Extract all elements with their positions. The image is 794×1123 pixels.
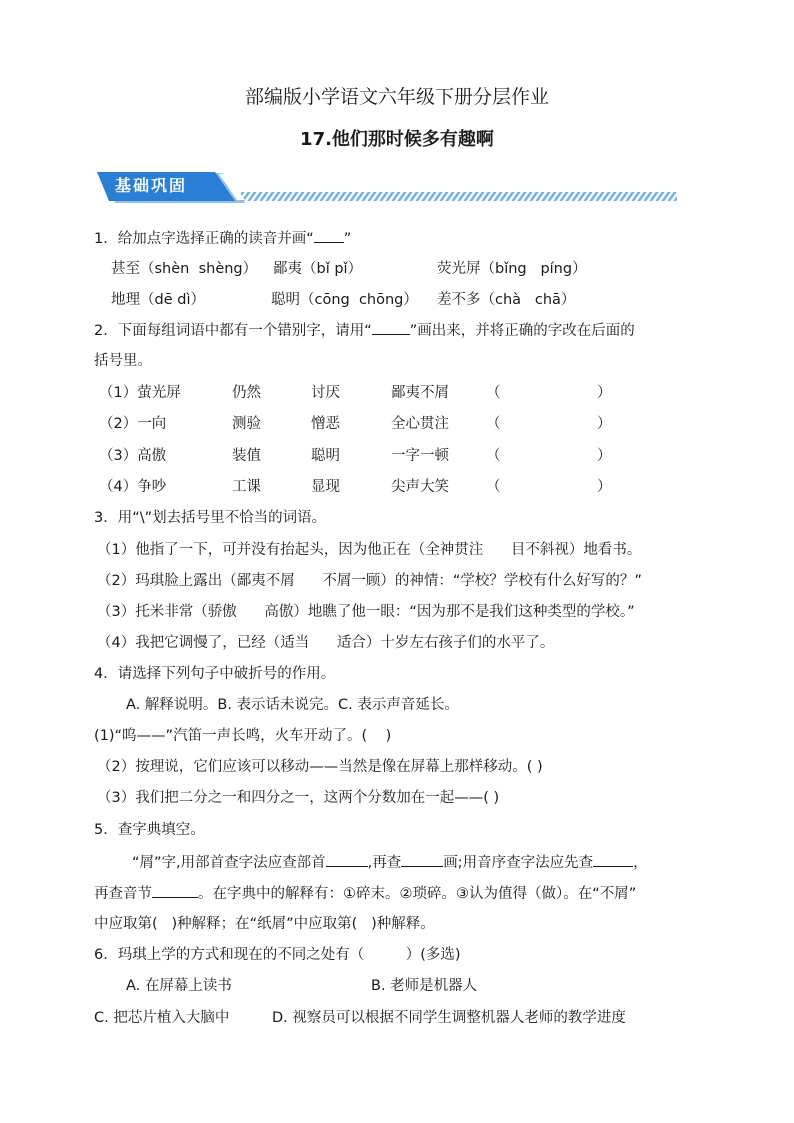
q6-option-b: B. 老师是机器人 <box>371 978 478 994</box>
q5-l1-text-c: 画;用音序查字法应先查 <box>443 855 594 871</box>
q2-stem-text: 2．下面每组词语中都有一个错别字，请用“ <box>94 323 372 339</box>
q5-stem: 5．查字典填空。 <box>94 822 205 838</box>
q4-item-3: （3）我们把二分之一和四分之一，这两个分数加在一起——( ) <box>97 790 500 806</box>
q4-item-1: (1)“呜——”汽笛一声长鸣，火车开动了。( ) <box>94 728 392 744</box>
q4-stem: 4．请选择下列句子中破折号的作用。 <box>94 666 336 682</box>
q2-row4-c2: 工课 <box>232 479 261 495</box>
q5-l1-text-b: ,再查 <box>367 855 402 871</box>
q6-option-d: D. 视察员可以根据不同学生调整机器人老师的教学进度 <box>272 1010 626 1026</box>
q5-blank-radical[interactable] <box>326 852 368 867</box>
q2-stem-line2: 括号里。 <box>94 353 152 369</box>
q1-row1-b: 鄙夷（bǐ pǐ） <box>273 261 363 277</box>
q2-row4-paren-open: （ <box>486 479 501 495</box>
q1-stem <box>94 228 351 249</box>
q2-row1-c3: 讨厌 <box>311 385 340 401</box>
q5-line2 <box>94 883 636 904</box>
q2-row3-c4: 一字一顿 <box>391 448 449 464</box>
q5-blank-letter[interactable] <box>593 852 633 867</box>
q2-row2-c4: 全心贯注 <box>391 416 449 432</box>
page-title: 部编版小学语文六年级下册分层作业 <box>244 86 549 108</box>
q2-row2-c1: （2）一向 <box>99 416 167 432</box>
q2-row1-paren-close: ） <box>597 385 612 401</box>
q5-l1-text-a: “屑”字,用部首查字法应查部首 <box>132 855 326 871</box>
q4-item-2: （2）按理说，它们应该可以移动——当然是像在屏幕上那样移动。( ) <box>97 759 543 775</box>
q2-row1-c2: 仍然 <box>232 385 261 401</box>
banner-hatch <box>227 192 677 201</box>
q2-row1-c1: （1）萤光屏 <box>99 385 181 401</box>
q2-row3-c3: 聪明 <box>311 448 340 464</box>
q2-row3-c1: （3）高傲 <box>99 448 167 464</box>
q1-row2-a: 地理（dē dì） <box>111 292 205 308</box>
q5-line1 <box>132 852 648 873</box>
q2-row2-paren-close: ） <box>597 416 612 432</box>
q2-row2-c3: 憎恶 <box>311 416 340 432</box>
q1-stem-close: ” <box>343 231 352 247</box>
q3-item-2: （2）玛琪脸上露出（鄙夷不屑 不屑一顾）的神情：“学校？学校有什么好写的？” <box>97 573 642 589</box>
section-label: 基础巩固 <box>115 176 188 195</box>
section-banner <box>95 170 680 206</box>
lesson-title: 17.他们那时候多有趣啊 <box>300 129 494 150</box>
q3-stem: 3．用“\”划去括号里不恰当的词语。 <box>94 510 327 526</box>
q2-row4-paren-close: ） <box>597 479 612 495</box>
q2-row2-paren-open: （ <box>486 416 501 432</box>
q6-option-a: A. 在屏幕上读书 <box>126 978 232 994</box>
q3-item-4: （4）我把它调慢了，已经（适当 适合）十岁左右孩子们的水平了。 <box>97 635 555 651</box>
q3-item-3: （3）托米非常（骄傲 高傲）地瞧了他一眼：“因为那不是我们这种类型的学校。” <box>97 604 635 620</box>
q1-stem-text: 1．给加点字选择正确的读音并画“ <box>94 231 314 247</box>
q3-item-1: （1）他指了一下，可并没有抬起头，因为他正在（全神贯注 目不斜视）地看书。 <box>97 542 642 558</box>
q5-l1-text-d: ， <box>633 855 648 871</box>
q1-row1-a: 甚至（shèn shèng） <box>111 261 258 277</box>
q2-stem-line1 <box>94 320 635 341</box>
q2-stem-text-2: ”画出来，并将正确的字改在后面的 <box>409 323 635 339</box>
q2-row4-c4: 尖声大笑 <box>391 479 449 495</box>
q5-blank-syllable[interactable] <box>152 883 198 898</box>
q6-option-c: C. 把芯片植入大脑中 <box>94 1010 230 1026</box>
q2-row3-paren-close: ） <box>597 448 612 464</box>
q2-row3-paren-open: （ <box>486 448 501 464</box>
q2-row4-c3: 显现 <box>311 479 340 495</box>
q2-row1-paren-open: （ <box>486 385 501 401</box>
q5-line3: 中应取第( )种解释；在“纸屑”中应取第( )种解释。 <box>94 916 435 932</box>
q6-stem: 6．玛琪上学的方式和现在的不同之处有（ ）(多选) <box>94 947 461 963</box>
q1-row2-c: 差不多（chà chā） <box>437 292 576 308</box>
q1-row1-c: 荧光屏（bǐng píng） <box>437 261 587 277</box>
q2-row3-c2: 装值 <box>232 448 261 464</box>
q5-blank-strokes[interactable] <box>401 852 443 867</box>
q1-underline-sample <box>314 228 344 243</box>
q4-options: A. 解释说明。B. 表示话未说完。C. 表示声音延长。 <box>126 697 459 713</box>
q2-row1-c4: 鄙夷不屑 <box>391 385 449 401</box>
q2-underline-sample <box>372 320 410 335</box>
q5-l2-text-a: 再查音节 <box>94 886 152 902</box>
q1-row2-b: 聪明（cōng chōng） <box>271 292 418 308</box>
q2-row4-c1: （4）争吵 <box>99 479 167 495</box>
q2-row2-c2: 测验 <box>232 416 261 432</box>
q5-l2-text-b: 。在字典中的解释有：①碎末。②琐碎。③认为值得（做）。在“不屑” <box>198 886 637 902</box>
